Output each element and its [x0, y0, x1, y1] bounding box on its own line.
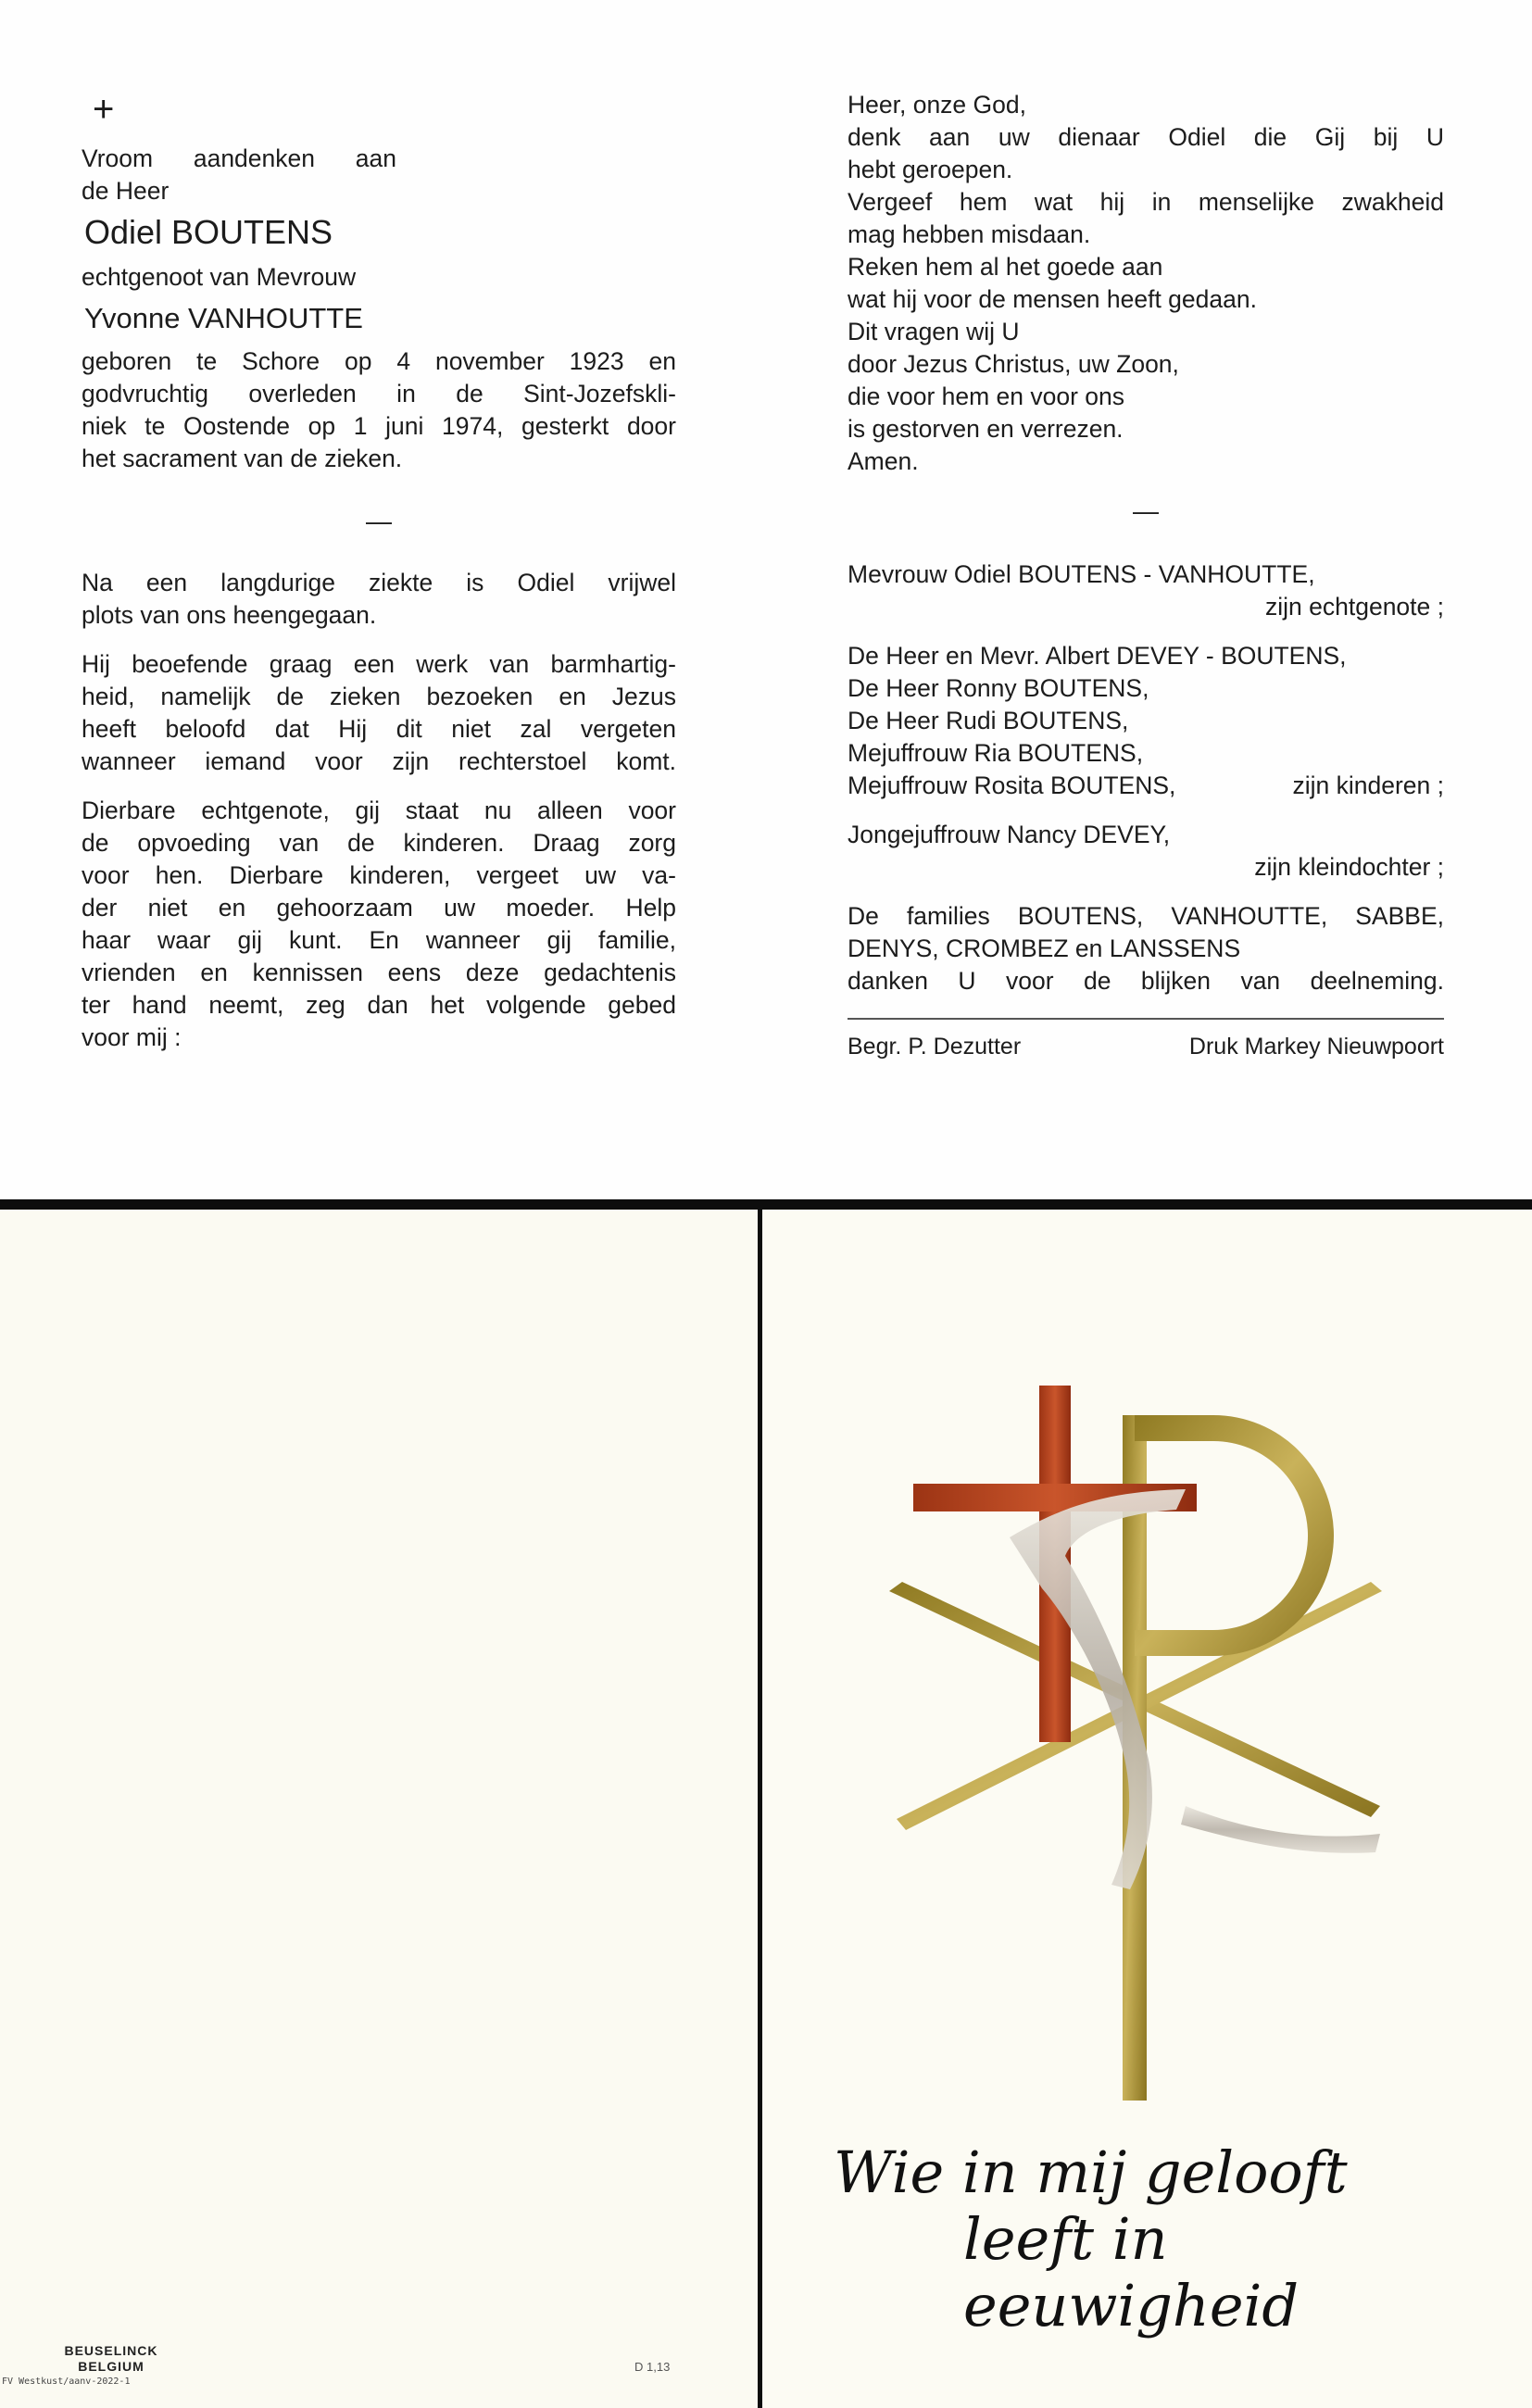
mourner-grandchild: Jongejuffrouw Nancy DEVEY, [848, 821, 1171, 848]
prayer-line: wat hij voor de mensen heeft gedaan. [848, 285, 1257, 313]
paragraph-line: der niet en gehoorzaam uw moeder. Help [82, 894, 676, 922]
mourner-child-row [848, 770, 1444, 802]
paragraph-line: Hij beoefende graag een werk van barmhartig- [82, 650, 676, 678]
prayer-line: is gestorven en verrezen. [848, 415, 1124, 443]
mourner-child: Mejuffrouw Rosita BOUTENS, [848, 771, 1176, 799]
paragraph-line: Na een langdurige ziekte is Odiel vrijwel [82, 569, 676, 596]
mourner-child: De Heer en Mevr. Albert DEVEY - BOUTENS, [848, 642, 1347, 670]
page-mark: D 1,13 [634, 2360, 671, 2374]
prayer-line: Reken hem al het goede aan [848, 253, 1163, 281]
archive-reference: FV Westkust/aanv-2022-1 [2, 2377, 131, 2387]
paragraph-line: plots van ons heengegaan. [82, 601, 377, 629]
prayer-line: denk aan uw dienaar Odiel die Gij bij U [848, 123, 1444, 151]
intro-line: Vroom aandenken aan [82, 144, 396, 172]
families-line: De families BOUTENS, VANHOUTTE, SABBE, [848, 902, 1444, 930]
prayer-line: Heer, onze God, [848, 91, 1026, 119]
paragraph-line: haar waar gij kunt. En wanneer gij familie, [82, 926, 676, 954]
printer-logo-line: BELGIUM [78, 2359, 144, 2374]
printer-credit: Druk Markey Nieuwpoort [1188, 1034, 1444, 1060]
prayer-line: Amen. [848, 447, 919, 475]
prayer-line: door Jezus Christus, uw Zoon, [848, 350, 1179, 378]
paragraph-line: Dierbare echtgenote, gij staat nu alleen voor [82, 796, 676, 824]
birth-line: geboren te Schore op 4 november 1923 en [82, 347, 676, 375]
card-inside [0, 0, 1532, 1199]
paragraph-line: voor hen. Dierbare kinderen, vergeet uw va- [82, 861, 676, 889]
families-line: DENYS, CROMBEZ en LANSSENS [848, 934, 1241, 962]
birth-line: niek te Oostende op 1 juni 1974, gesterkt door [82, 412, 676, 440]
motto-line: leeft in eeuwigheid [963, 2205, 1300, 2339]
card-right-page [848, 89, 1444, 1063]
paragraph-line: de opvoeding van de kinderen. Draag zorg [82, 829, 676, 857]
motto-line: Wie in mij gelooft [834, 2138, 1348, 2206]
separator-dash: — [1133, 496, 1159, 525]
prayer-line: die voor hem en voor ons [848, 383, 1125, 410]
card-left-page [82, 89, 676, 1054]
silver-ribbon [1181, 1806, 1380, 1853]
families-line: danken U voor de blijken van deelneming. [848, 967, 1444, 995]
cover-motto [824, 2139, 1491, 2339]
printer-logo-line: BEUSELINCK [64, 2343, 158, 2358]
mourner-role: zijn kinderen ; [1292, 771, 1444, 799]
prayer-line: Vergeef hem wat hij in menselijke zwakheid [848, 188, 1444, 216]
mourner-role: zijn kleindochter ; [1254, 853, 1444, 881]
paragraph-line: vrienden en kennissen eens deze gedachtenis [82, 959, 676, 986]
mourner-child: De Heer Rudi BOUTENS, [848, 707, 1129, 734]
separator-dash: — [366, 507, 392, 535]
birth-line: het sacrament van de zieken. [82, 445, 403, 472]
printer-logo [46, 2343, 176, 2375]
paragraph-line: heeft beloofd dat Hij dit niet zal vergeten [82, 715, 676, 743]
prayer-line: mag hebben misdaan. [848, 220, 1091, 248]
mourner-spouse: Mevrouw Odiel BOUTENS - VANHOUTTE, [848, 560, 1315, 588]
chi-rho-cross-icon [880, 1371, 1399, 2112]
birth-line: godvruchtig overleden in de Sint-Jozefskli- [82, 380, 676, 408]
deceased-name: Odiel BOUTENS [84, 213, 333, 251]
prayer-line: hebt geroepen. [848, 156, 1013, 183]
card-outer-back [0, 1210, 758, 2408]
prayer-line: Dit vragen wij U [848, 318, 1020, 345]
footer-rule [848, 1018, 1444, 1020]
spouse-name: Yvonne VANHOUTTE [84, 302, 363, 334]
spouse-intro: echtgenoot van Mevrouw [82, 263, 357, 291]
mourner-child: Mejuffrouw Ria BOUTENS, [848, 739, 1144, 767]
paragraph-line: voor mij : [82, 1023, 182, 1051]
undertaker: Begr. P. Dezutter [848, 1034, 1022, 1060]
footer-credits [848, 1031, 1444, 1063]
mourner-role: zijn echtgenote ; [1265, 593, 1444, 621]
paragraph-line: heid, namelijk de zieken bezoeken en Jezus [82, 683, 676, 710]
paragraph-line: ter hand neemt, zeg dan het volgende gebed [82, 991, 676, 1019]
intro-line-2: de Heer [82, 177, 170, 205]
cross-icon: + [93, 89, 115, 130]
paragraph-line: wanneer iemand voor zijn rechterstoel komt. [82, 747, 676, 775]
mourner-child: De Heer Ronny BOUTENS, [848, 674, 1149, 702]
